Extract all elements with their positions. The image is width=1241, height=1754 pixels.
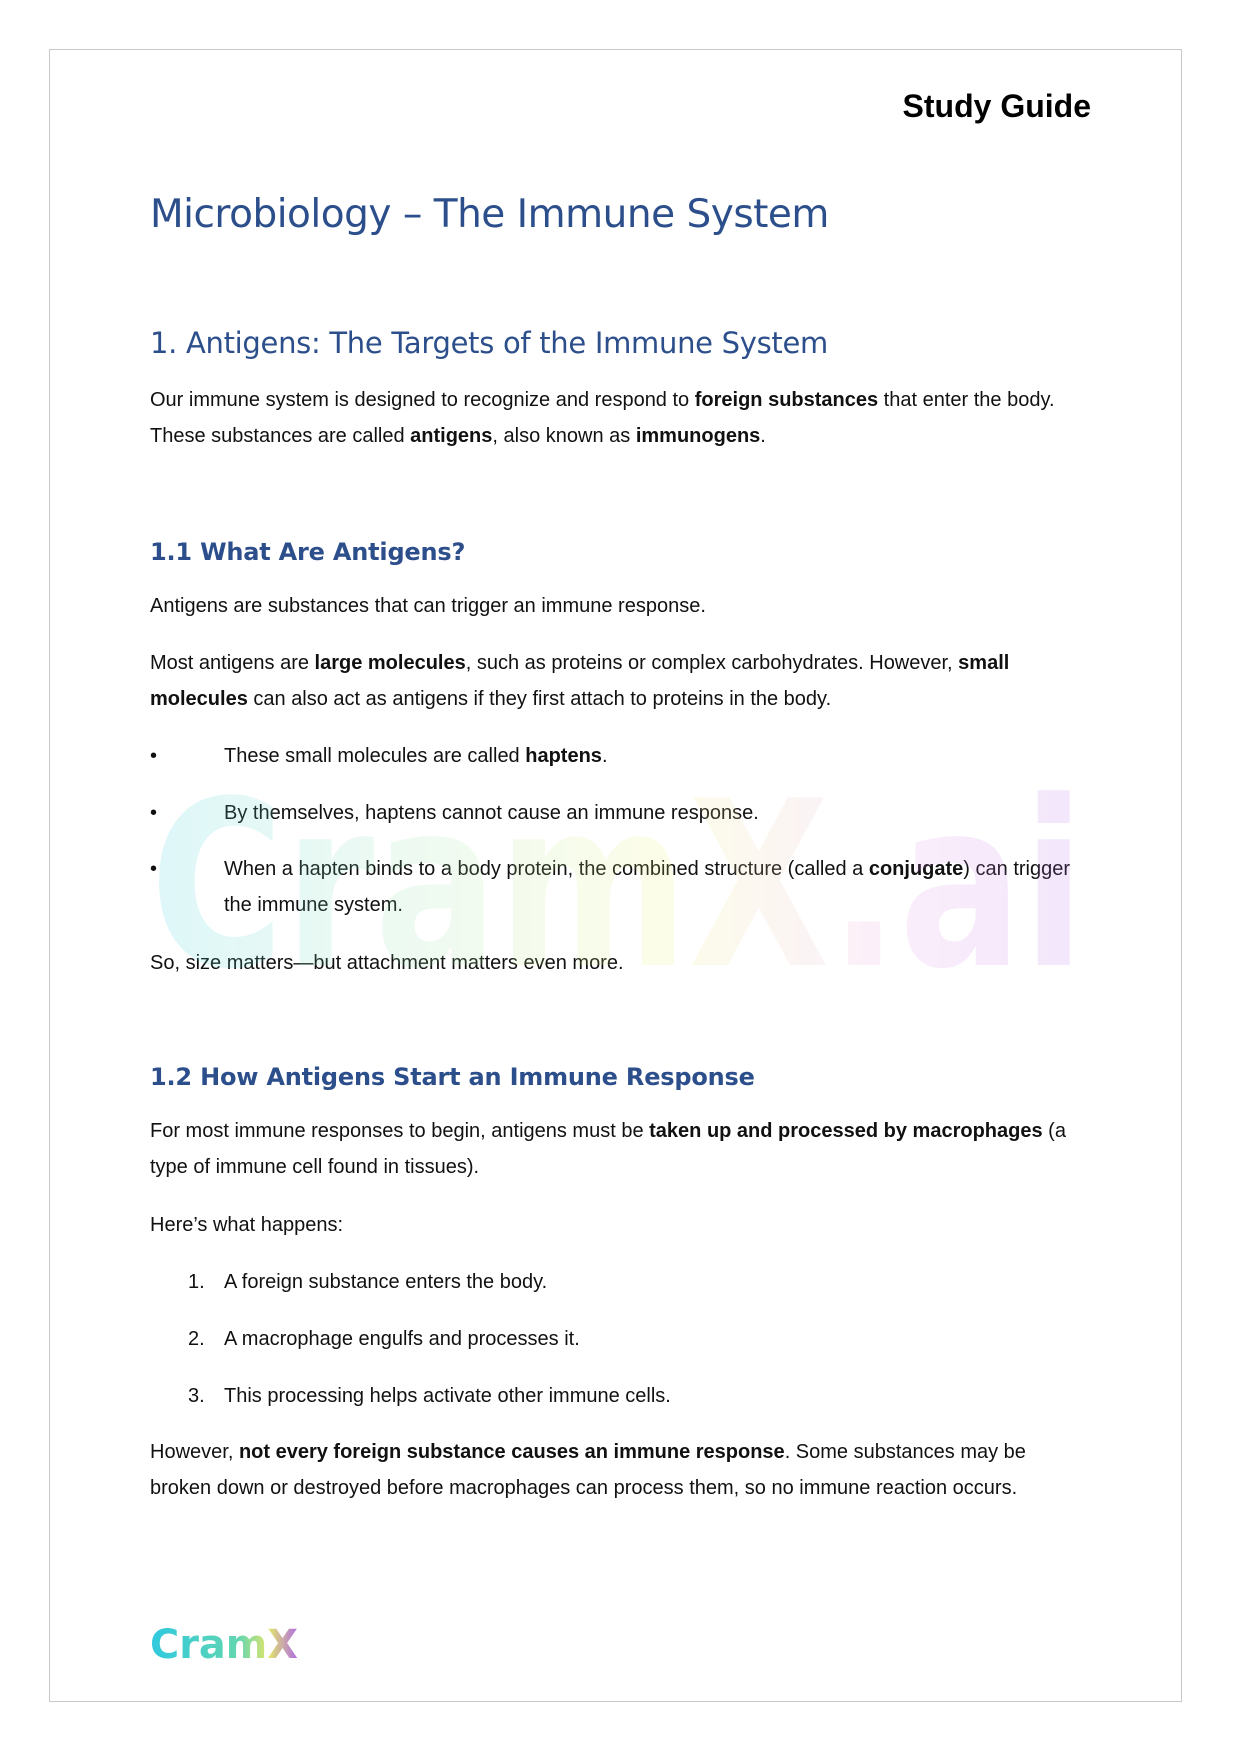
step-number: 1. (188, 1271, 205, 1293)
step-number: 2. (188, 1328, 205, 1350)
bullet-item: • By themselves, haptens cannot cause an immune response. (188, 795, 1085, 831)
numbered-step (188, 1264, 1085, 1300)
step-text: This processing helps activate other immune cells. (224, 1385, 671, 1407)
section-1-1-paragraph-2: Most antigens are large molecules, such as proteins or complex carbohydrates. However, small molecules can also act as antigens if they first attach to proteins in the body. (150, 652, 1010, 710)
step-text: A foreign substance enters the body. (224, 1271, 548, 1293)
step-number: 3. (188, 1385, 205, 1407)
section-1-2-paragraph-1: For most immune responses to begin, antigens must be taken up and processed by macrophages (a type of immune cell found in tissues). (150, 1120, 1066, 1178)
footer-logo-text: CramX (150, 1622, 299, 1664)
section-1-1-paragraph-1: Antigens are substances that can trigger an immune response. (150, 595, 706, 617)
bullet-marker: • (150, 858, 158, 880)
section-1-heading: 1. Antigens: The Targets of the Immune System (150, 326, 828, 360)
section-1-1-closing: So, size matters—but attachment matters even more. (150, 952, 624, 974)
section-1-1-heading: 1.1 What Are Antigens? (150, 538, 466, 566)
document-title: Microbiology – The Immune System (150, 192, 829, 237)
bullet-item: • When a hapten binds to a body protein, the combined structure (called a conjugate) can trigger the immune system. (188, 851, 1085, 923)
section-1-2-heading: 1.2 How Antigens Start an Immune Response (150, 1063, 755, 1091)
numbered-step (188, 1378, 1085, 1414)
header-label: Study Guide (902, 88, 1091, 124)
section-1-intro: Our immune system is designed to recognize and respond to foreign substances that enter the body. These substances are called antigens, also known as immunogens. (150, 389, 1055, 447)
bullet-marker: • (150, 745, 158, 767)
bullet-item: • These small molecules are called haptens. (188, 738, 1085, 774)
numbered-step (188, 1321, 1085, 1357)
cramx-footer-logo (150, 1620, 300, 1664)
section-1-2-paragraph-2: Here’s what happens: (150, 1214, 344, 1236)
section-1-2-paragraph-3: However, not every foreign substance causes an immune response. Some substances may be broken down or destroyed before macrophages can process them, so no immune reaction occurs. (150, 1441, 1026, 1499)
step-text: A macrophage engulfs and processes it. (224, 1328, 580, 1350)
bullet-marker: • (150, 802, 158, 824)
